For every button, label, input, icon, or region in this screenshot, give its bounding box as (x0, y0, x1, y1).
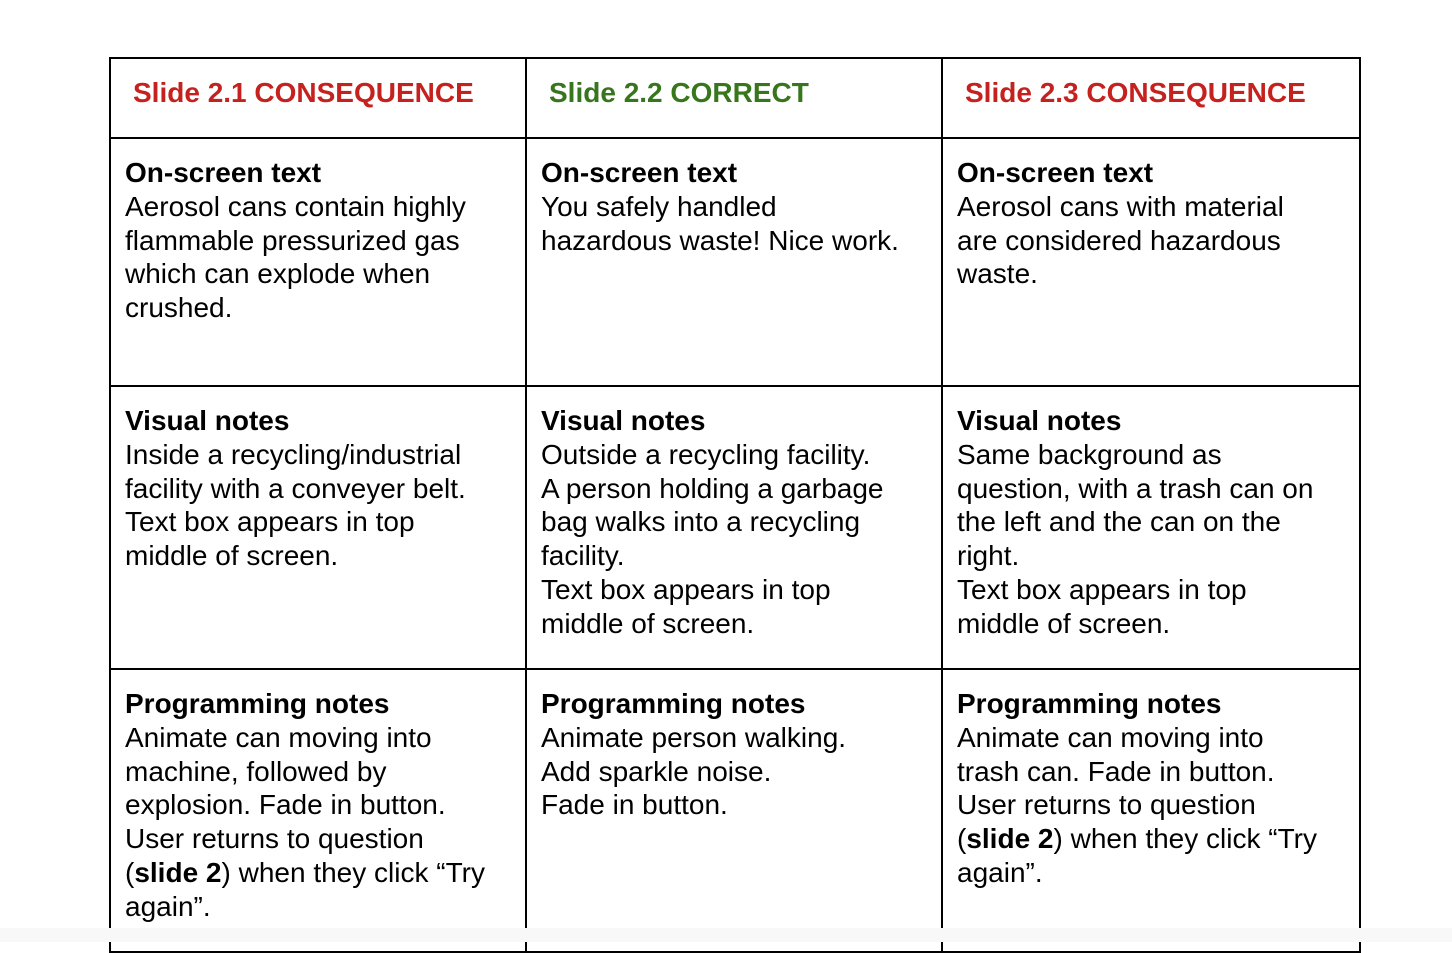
onscreen-text-line: You safely handled (541, 190, 777, 222)
open-paren: ( (957, 823, 967, 855)
visual-notes-line: middle of screen. (125, 540, 339, 572)
programming-notes-line: machine, followed by (125, 755, 387, 787)
programming-notes-slide-reference-line (125, 856, 511, 890)
onscreen-text-line: which can explode when (125, 258, 431, 290)
programming-notes-cell-slide-2-2 (526, 669, 942, 952)
page-bottom-band (0, 928, 1452, 942)
onscreen-text-line: are considered hazardous (957, 224, 1281, 256)
onscreen-text-line: crushed. (125, 292, 233, 324)
visual-notes-cell-slide-2-3 (942, 386, 1360, 669)
visual-notes-line: Text box appears in top (541, 573, 831, 605)
onscreen-text-heading: On-screen text (541, 157, 738, 188)
programming-notes-heading: Programming notes (541, 688, 806, 719)
header-cell-slide-2-1: Slide 2.1 CONSEQUENCE (110, 58, 526, 138)
visual-notes-line: Same background as (957, 438, 1222, 470)
onscreen-text-line: Aerosol cans contain highly (125, 190, 466, 222)
visual-notes-line: Inside a recycling/industrial (125, 438, 462, 470)
visual-notes-line: question, with a trash can on (957, 472, 1314, 504)
header-cell-slide-2-2: Slide 2.2 CORRECT (526, 58, 942, 138)
slide-reference: slide 2 (134, 856, 222, 888)
visual-notes-line: the left and the can on the (957, 506, 1281, 538)
programming-notes-slide-reference-line (957, 822, 1345, 856)
visual-notes-heading: Visual notes (541, 405, 706, 436)
programming-notes-cell-slide-2-1 (110, 669, 526, 952)
visual-notes-line: A person holding a garbage (541, 472, 884, 504)
visual-notes-line: middle of screen. (957, 607, 1171, 639)
visual-notes-line: Outside a recycling facility. (541, 438, 871, 470)
onscreen-text-cell-slide-2-1 (110, 138, 526, 386)
programming-notes-line: Animate person walking. (541, 721, 847, 753)
slide-reference-rest: ) when they click “Try (1053, 823, 1317, 855)
slide-reference: slide 2 (966, 823, 1054, 855)
programming-notes-line: explosion. Fade in button. (125, 789, 446, 821)
programming-notes-line: again”. (957, 856, 1043, 888)
visual-notes-line: bag walks into a recycling (541, 506, 861, 538)
header-row (110, 58, 1360, 138)
visual-notes-line: right. (957, 540, 1020, 572)
open-paren: ( (125, 856, 135, 888)
programming-notes-line: User returns to question (125, 823, 424, 855)
onscreen-text-heading: On-screen text (957, 157, 1154, 188)
programming-notes-line: Animate can moving into (957, 721, 1264, 753)
programming-notes-line: Animate can moving into (125, 721, 432, 753)
programming-notes-heading: Programming notes (957, 688, 1222, 719)
programming-notes-line: trash can. Fade in button. (957, 755, 1275, 787)
onscreen-text-line: flammable pressurized gas (125, 224, 460, 256)
visual-notes-cell-slide-2-1 (110, 386, 526, 669)
visual-notes-line: Text box appears in top (957, 573, 1247, 605)
slide-reference-rest: ) when they click “Try (221, 856, 485, 888)
header-cell-slide-2-3: Slide 2.3 CONSEQUENCE (942, 58, 1360, 138)
visual-notes-line: facility. (541, 540, 625, 572)
onscreen-text-heading: On-screen text (125, 157, 322, 188)
visual-notes-row (110, 386, 1360, 669)
onscreen-text-line: hazardous waste! Nice work. (541, 224, 899, 256)
programming-notes-line: Fade in button. (541, 789, 728, 821)
programming-notes-cell-slide-2-3 (942, 669, 1360, 952)
visual-notes-line: Text box appears in top (125, 506, 415, 538)
visual-notes-line: facility with a conveyer belt. (125, 472, 466, 504)
programming-notes-line: Add sparkle noise. (541, 755, 772, 787)
visual-notes-line: middle of screen. (541, 607, 755, 639)
onscreen-text-line: Aerosol cans with material (957, 190, 1284, 222)
onscreen-text-cell-slide-2-3 (942, 138, 1360, 386)
programming-notes-line: again”. (125, 890, 211, 922)
visual-notes-heading: Visual notes (957, 405, 1122, 436)
onscreen-text-row (110, 138, 1360, 386)
visual-notes-heading: Visual notes (125, 405, 290, 436)
programming-notes-heading: Programming notes (125, 688, 390, 719)
programming-notes-row (110, 669, 1360, 952)
onscreen-text-line: waste. (957, 258, 1038, 290)
slide-storyboard-table (109, 57, 1361, 953)
visual-notes-cell-slide-2-2 (526, 386, 942, 669)
onscreen-text-cell-slide-2-2 (526, 138, 942, 386)
programming-notes-line: User returns to question (957, 789, 1256, 821)
